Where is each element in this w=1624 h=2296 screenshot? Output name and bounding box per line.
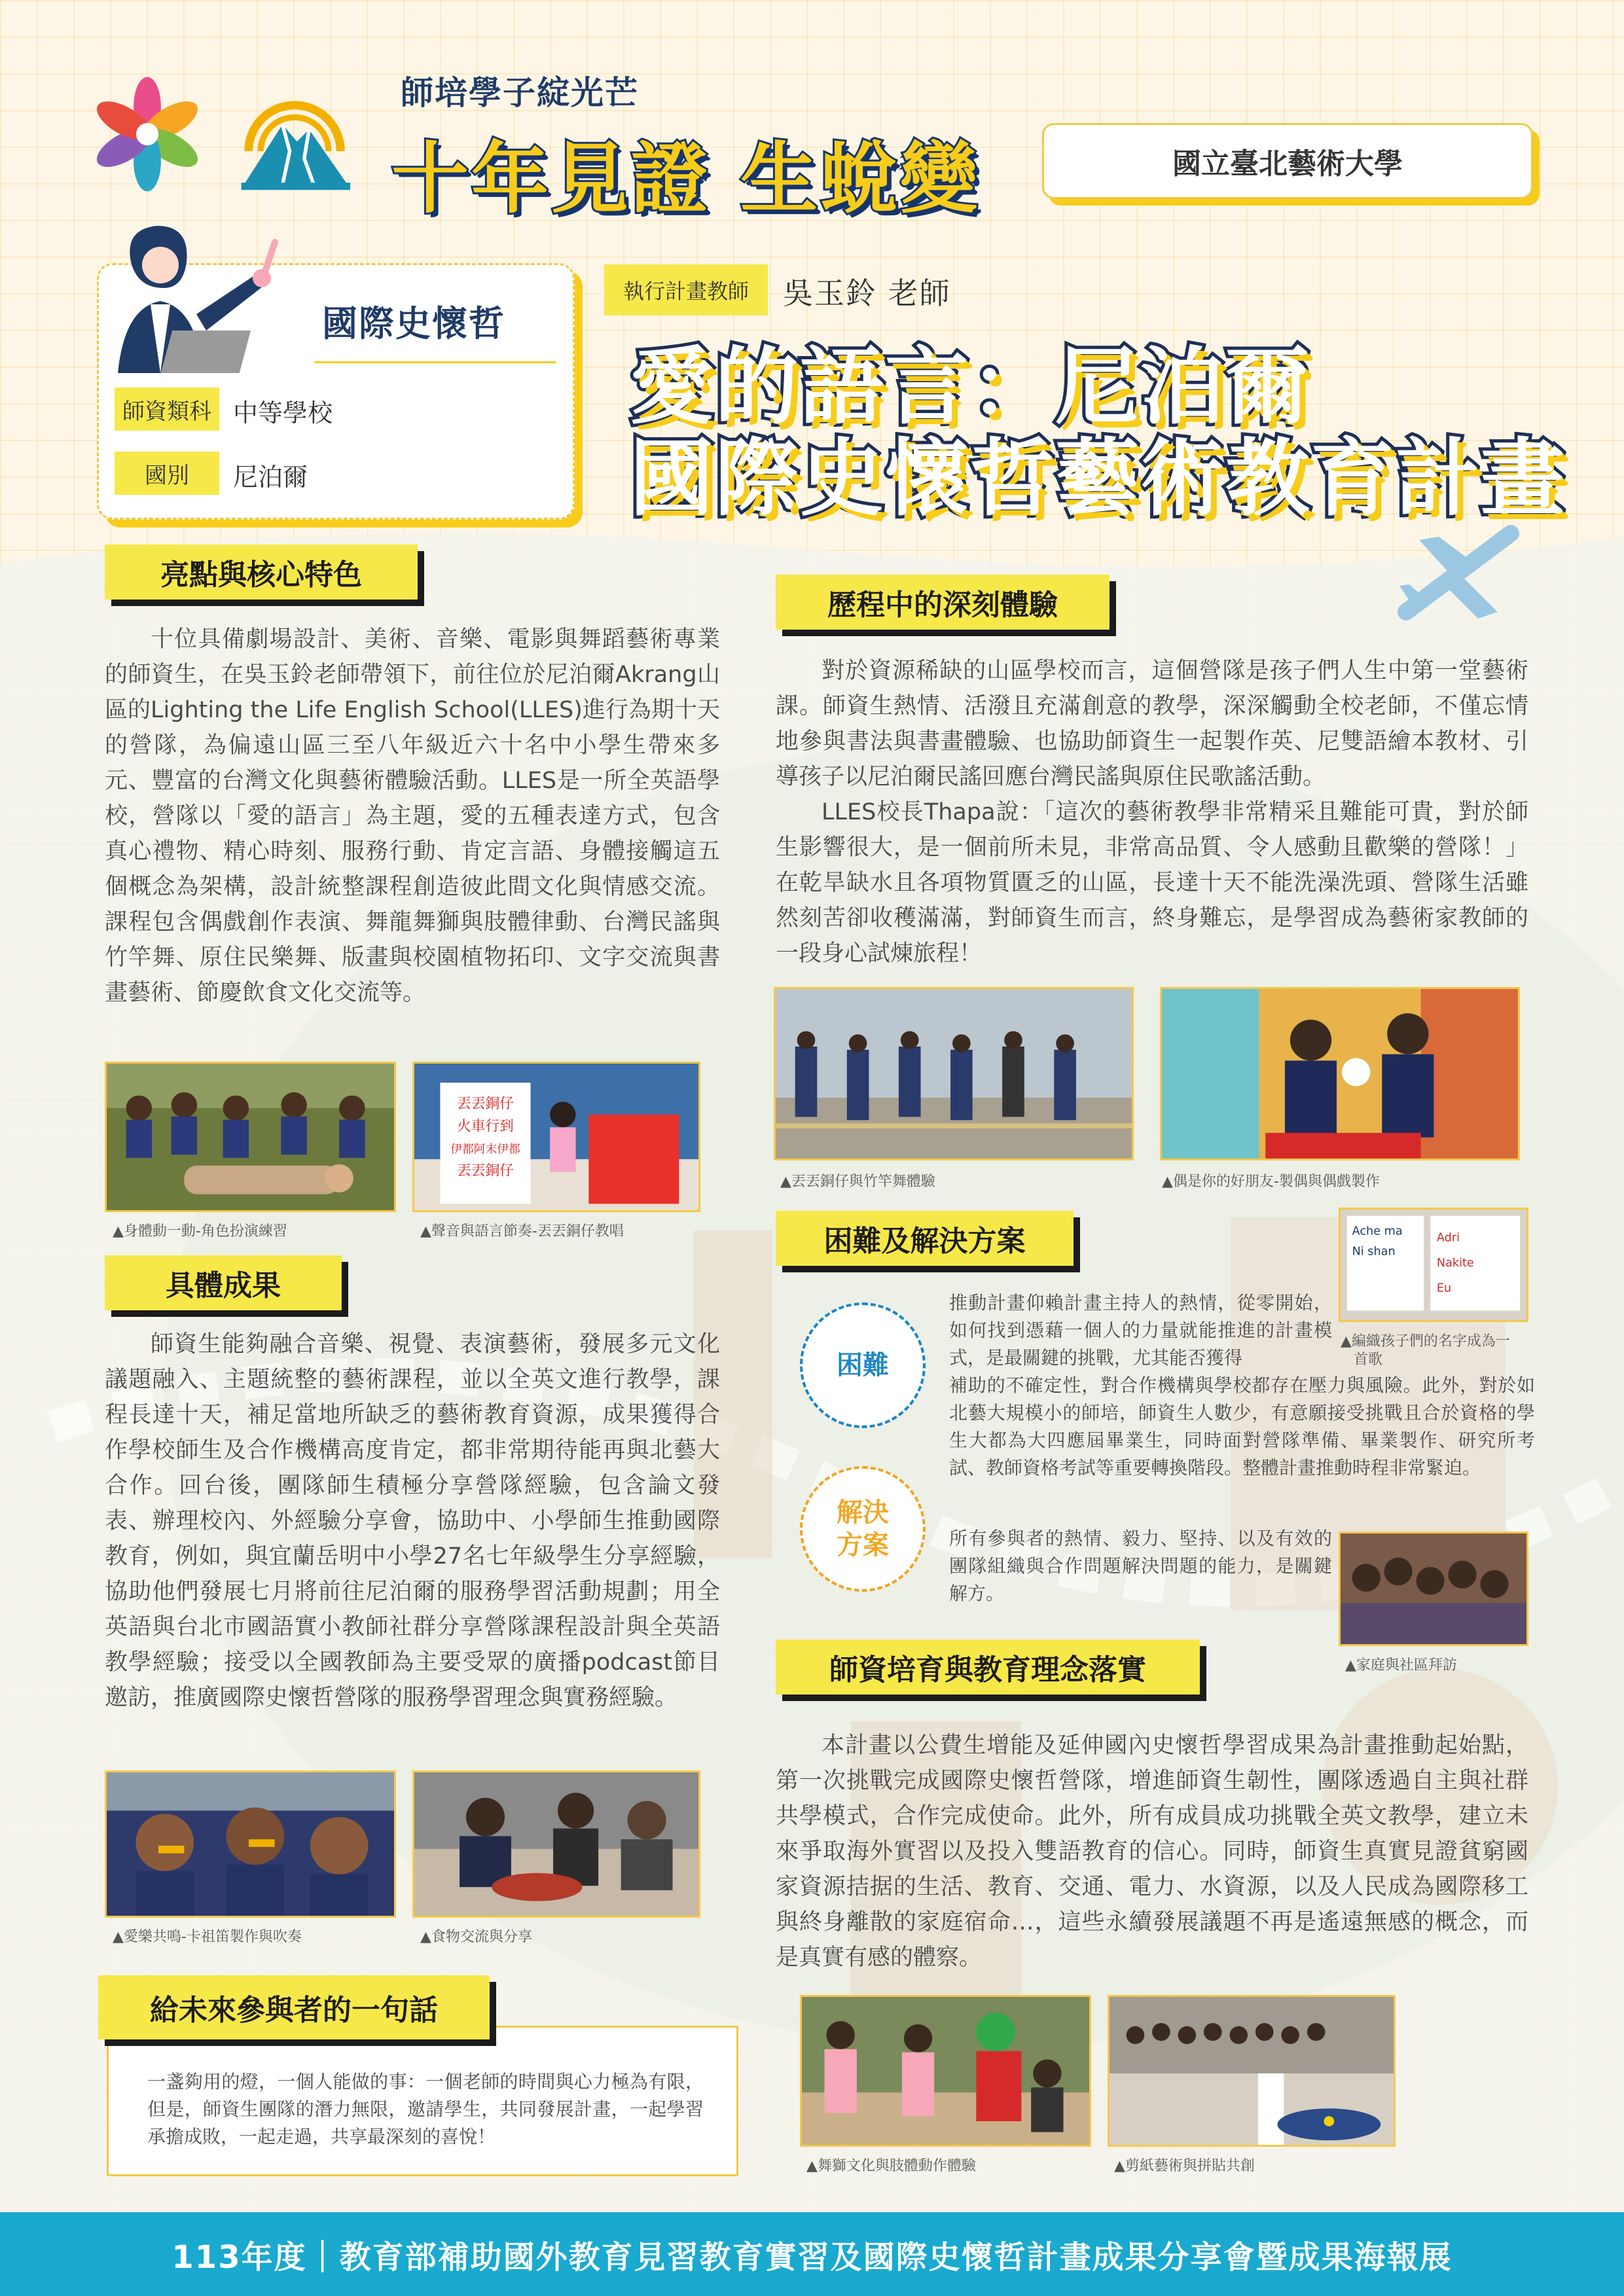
banner-text-2: 火車行到 (457, 1118, 514, 1135)
banner-text-1: 丟丟銅仔 (457, 1096, 514, 1113)
country-label: 國別 (115, 452, 219, 495)
photo-lion-dance (800, 1995, 1091, 2147)
experience-text (776, 653, 1528, 971)
section-heading-teacher-education: 師資培育與教育理念落實 (776, 1640, 1200, 1695)
section-heading-experience: 歷程中的深刻體驗 (776, 575, 1110, 630)
country-value: 尼泊爾 (233, 463, 308, 492)
photo-bamboo-dance (774, 987, 1134, 1160)
solution-text: 所有參與者的熱情、毅力、堅持、以及有效的團隊組織與合作問題解決問題的能力，是關鍵解方。 (949, 1528, 1332, 1604)
category-label: 師資類科 (115, 387, 219, 431)
difficulty-label: 困難 (837, 1350, 889, 1380)
photo-family-visit (1339, 1532, 1528, 1646)
university-name: 國立臺北藝術大學 (1172, 147, 1403, 181)
experience-paragraph-2: LLES校長Thapa說：「這次的藝術教學非常精采且難能可貴，對於師生影響很大，是一個前所未見，非常高品質、令人感動且歡樂的營隊！」在乾旱缺水且各項物質匱乏的山區，長達十天不能洗澡洗頭、營隊生活雖然刻苦卻收穫滿滿，對師資生而言，終身難忘，是學習成為藝術家教師的一段身心試煉旅程！ (776, 799, 1528, 967)
difficulty-badge (800, 1302, 926, 1428)
photo-food-exchange (412, 1770, 700, 1918)
teacher-pointing-illustration (105, 216, 295, 373)
caption-family-visit: ▲家庭與社區拜訪 (1345, 1657, 1457, 1674)
photo-name-song (1339, 1208, 1528, 1322)
university-box (1042, 123, 1533, 199)
main-title: 十年見證 生蛻變 (391, 134, 981, 224)
caption-role-play: ▲身體動一動-角色扮演練習 (113, 1223, 287, 1240)
banner-text-4: 丟丟銅仔 (457, 1162, 514, 1179)
solution-label (837, 1496, 889, 1562)
difficulty-text-bottom: 補助的不確定性，對合作機構與學校都存在壓力與風險。此外，對於如北藝大規模小的師培，師資生人數少，有意願接受挑戰且合於資格的學生大都為大四應屆畢業生，同時面對營隊準備、畢業製作、研究所考試、教師資格考試等重要轉換階段。整體計畫推動時程非常緊迫。 (949, 1374, 1535, 1479)
handwriting-1: Ache ma (1352, 1225, 1403, 1238)
footer-banner (0, 2212, 1624, 2296)
category-value: 中等學校 (233, 399, 333, 427)
caption-song-teaching: ▲聲音與語言節奏-丟丟銅仔教唱 (420, 1223, 624, 1240)
quote-text: 一盞夠用的燈，一個人能做的事：一個老師的時間與心力極為有限，但是，師資生團隊的潛力無限，邀請學生，共同發展計畫，一起學習承擔成敗，一起走過，共享最深刻的喜悅！ (147, 2071, 704, 2147)
teacher-education-text (776, 1728, 1528, 1975)
solution-label-line1: 解決 (837, 1498, 889, 1528)
caption-lion-dance: ▲舞獅文化與肢體動作體驗 (806, 2158, 976, 2174)
project-title-line1: 愛的語言：尼泊爾 (630, 338, 1311, 436)
photo-paper-cutting (1108, 1995, 1396, 2147)
highlights-paragraph: 十位具備劇場設計、美術、音樂、電影與舞蹈藝術專業的師資生，在吳玉鈴老師帶領下，前往位於尼泊爾Akrang山區的Lighting the Life English School(LLES)進行為期十天的營隊，為偏遠山區三至八年級近六十名中小學生帶來多元、豐富的台灣文化與藝術體驗活動。LLES是一所全英語學校，營隊以「愛的語言」為主題，愛的五種表達方式，包含真心禮物、精心時刻、服務行動、肯定言語、身體接觸這五個概念為架構，設計統整課程創造彼此間文化與情感交流。課程包含偶戲創作表演、舞龍舞獅與肢體律動、台灣民謠與竹竿舞、原住民樂舞、版畫與校園植物拓印、文字交流與書畫藝術、節慶飲食文化交流等。 (105, 626, 720, 1006)
caption-name-song-2: 首歌 (1354, 1352, 1383, 1368)
divider (314, 361, 556, 363)
results-text (105, 1327, 720, 1715)
section-heading-difficulty: 困難及解決方案 (776, 1211, 1074, 1266)
photo-puppet-show (1160, 987, 1520, 1160)
solution-label-line2: 方案 (837, 1530, 889, 1560)
highlights-text (105, 622, 720, 1011)
photo-kazoo (105, 1770, 396, 1918)
project-title-line2: 國際史懷哲藝術教育計畫 (630, 430, 1566, 528)
section-heading-highlights: 亮點與核心特色 (105, 545, 418, 600)
section-heading-quote: 給未來參與者的一句話 (98, 1975, 490, 2039)
caption-paper-cutting: ▲剪紙藝術與拼貼共創 (1114, 2158, 1255, 2174)
photo-role-play (105, 1062, 396, 1212)
caption-bamboo-dance: ▲丟丟銅仔與竹竿舞體驗 (780, 1174, 935, 1190)
experience-paragraph-1: 對於資源稀缺的山區學校而言，這個營隊是孩子們人生中第一堂藝術課。師資生熱情、活潑且充滿創意的教學，深深觸動全校老師，不僅忘情地參與書法與書畫體驗、也協助師資生一起製作英、尼雙語繪本教材、引導孩子以尼泊爾民謠回應台灣民謠與原住民歌謠活動。 (776, 658, 1528, 790)
caption-name-song-1: ▲編織孩子們的名字成為一 (1341, 1333, 1510, 1350)
person-name: 國際史懷哲 (322, 303, 505, 344)
handwriting-3: Adri (1436, 1231, 1460, 1245)
executive-label: 執行計畫教師 (604, 264, 768, 315)
handwriting-4: Nakite (1436, 1257, 1474, 1270)
mountain-logo-icon (232, 79, 357, 200)
banner-text-3: 伊都阿末伊都 (450, 1143, 520, 1157)
teacher-education-paragraph: 本計畫以公費生增能及延伸國內史懷哲學習成果為計畫推動起始點，第一次挑戰完成國際史懷哲營隊，增進師資生韌性，團隊透過自主與社群共學模式，合作完成使命。此外，所有成員成功挑戰全英文教學，建立未來爭取海外實習以及投入雙語教育的信心。同時，師資生真實見證貧窮國家資源拮据的生活、教育、交通、電力、水資源，以及人民成為國際移工與終身離散的家庭宿命…，這些永續發展議題不再是遙遠無感的概念，而是真實有感的體察。 (776, 1732, 1528, 1971)
solution-badge (800, 1466, 926, 1592)
results-paragraph: 師資生能夠融合音樂、視覺、表演藝術，發展多元文化議題融入、主題統整的藝術課程，並以全英文進行教學，課程長達十天，補足當地所缺乏的藝術教育資源，成果獲得合作學校師生及合作機構高度肯定，都非常期待能再與北藝大合作。回台後，團隊師生積極分享營隊經驗，包含論文發表、辦理校內、外經驗分享會，協助中、小學師生推動國際教育，例如，與宜蘭岳明中小學27名七年級學生分享經驗，協助他們發展七月將前往尼泊爾的服務學習活動規劃；用全英語與台北市國語實小教師社群分享營隊課程設計與全英語教學經驗；接受以全國教師為主要受眾的廣播podcast節目邀訪，推廣國際史懷哲營隊的服務學習理念與實務經驗。 (105, 1331, 720, 1711)
executive-name: 吳玉鈴 老師 (783, 276, 951, 311)
subtitle: 師培學子綻光芒 (401, 74, 639, 112)
difficulty-text-top: 推動計畫仰賴計畫主持人的熱情，從零開始，如何找到憑藉一個人的力量就能推進的計畫模式，是最關鍵的挑戰，尤其能否獲得 (949, 1292, 1332, 1369)
section-heading-results: 具體成果 (105, 1255, 342, 1310)
handwriting-2: Ni shan (1352, 1245, 1396, 1259)
caption-puppet-show: ▲偶是你的好朋友-製偶與偶戲製作 (1162, 1174, 1380, 1190)
handwriting-5: Eu (1436, 1282, 1452, 1295)
flower-logo-icon (85, 72, 209, 196)
airplane-icon (1393, 514, 1530, 632)
footer-text: 113年度｜教育部補助國外教育見習教育實習及國際史懷哲計畫成果分享會暨成果海報展 (171, 2238, 1453, 2276)
caption-kazoo: ▲愛樂共鳴-卡祖笛製作與吹奏 (113, 1929, 302, 1945)
caption-food-exchange: ▲食物交流與分享 (420, 1929, 532, 1945)
photo-song-teaching (412, 1062, 700, 1212)
